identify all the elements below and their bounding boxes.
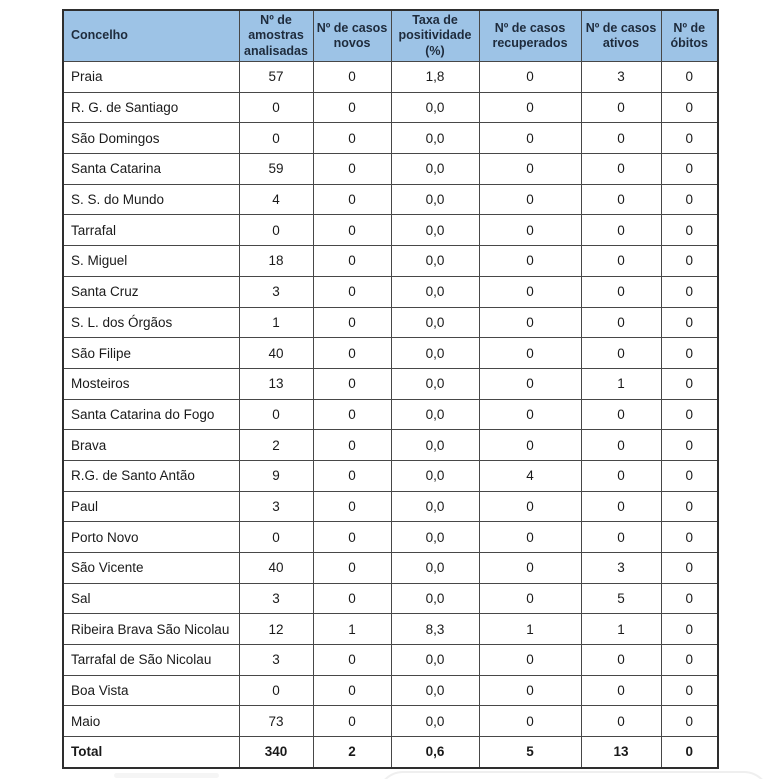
cell-recuperados: 0 <box>479 675 581 706</box>
cell-amostras: 0 <box>239 522 313 553</box>
table-row <box>63 706 718 737</box>
cell-amostras: 0 <box>239 92 313 123</box>
cell-obitos: 0 <box>661 184 718 215</box>
cell-obitos: 0 <box>661 737 718 768</box>
cell-recuperados: 0 <box>479 215 581 246</box>
cell-ativos: 5 <box>581 583 661 614</box>
cell-amostras: 3 <box>239 583 313 614</box>
table-row <box>63 430 718 461</box>
cell-ativos: 0 <box>581 215 661 246</box>
cell-novos: 0 <box>313 123 391 154</box>
cell-obitos: 0 <box>661 675 718 706</box>
cell-concelho: São Vicente <box>63 553 239 584</box>
table-row <box>63 583 718 614</box>
cell-recuperados: 0 <box>479 368 581 399</box>
cell-novos: 0 <box>313 307 391 338</box>
cell-ativos: 0 <box>581 92 661 123</box>
table-row <box>63 614 718 645</box>
cell-recuperados: 0 <box>479 491 581 522</box>
table-row <box>63 522 718 553</box>
cell-ativos: 0 <box>581 399 661 430</box>
cell-ativos: 0 <box>581 645 661 676</box>
cell-recuperados: 0 <box>479 399 581 430</box>
cell-recuperados: 0 <box>479 430 581 461</box>
cell-amostras: 3 <box>239 276 313 307</box>
cell-taxa: 0,0 <box>391 154 479 185</box>
cell-taxa: 0,0 <box>391 706 479 737</box>
covid-concelho-table <box>62 9 717 769</box>
cell-taxa: 0,0 <box>391 583 479 614</box>
table-row <box>63 92 718 123</box>
table-row <box>63 184 718 215</box>
cell-ativos: 1 <box>581 368 661 399</box>
cell-taxa: 0,0 <box>391 522 479 553</box>
cell-taxa: 0,6 <box>391 737 479 768</box>
cell-taxa: 0,0 <box>391 123 479 154</box>
cell-recuperados: 0 <box>479 62 581 93</box>
cell-ativos: 0 <box>581 154 661 185</box>
cell-novos: 0 <box>313 92 391 123</box>
cell-novos: 2 <box>313 737 391 768</box>
cell-taxa: 0,0 <box>391 215 479 246</box>
cell-ativos: 0 <box>581 675 661 706</box>
background-card-edge <box>377 771 768 779</box>
cell-concelho: Maio <box>63 706 239 737</box>
cell-ativos: 0 <box>581 460 661 491</box>
data-table <box>62 9 719 769</box>
cell-recuperados: 0 <box>479 276 581 307</box>
cell-recuperados: 5 <box>479 737 581 768</box>
cell-taxa: 8,3 <box>391 614 479 645</box>
cell-amostras: 18 <box>239 246 313 277</box>
cell-obitos: 0 <box>661 307 718 338</box>
cell-taxa: 0,0 <box>391 184 479 215</box>
table-row <box>63 368 718 399</box>
col-header-casos-recuperados: Nº de casos recuperados <box>479 10 581 62</box>
cell-novos: 0 <box>313 154 391 185</box>
col-header-casos-ativos: Nº de casos ativos <box>581 10 661 62</box>
table-row <box>63 399 718 430</box>
cell-novos: 0 <box>313 706 391 737</box>
cell-ativos: 0 <box>581 430 661 461</box>
cell-amostras: 2 <box>239 430 313 461</box>
cell-taxa: 0,0 <box>391 491 479 522</box>
cell-taxa: 1,8 <box>391 62 479 93</box>
cell-concelho: Brava <box>63 430 239 461</box>
cell-obitos: 0 <box>661 399 718 430</box>
cell-ativos: 0 <box>581 246 661 277</box>
cell-recuperados: 0 <box>479 92 581 123</box>
cell-obitos: 0 <box>661 92 718 123</box>
cell-amostras: 3 <box>239 645 313 676</box>
cell-obitos: 0 <box>661 460 718 491</box>
table-row <box>63 553 718 584</box>
table-row <box>63 645 718 676</box>
table-row <box>63 62 718 93</box>
table-header <box>63 10 718 62</box>
cell-concelho: Boa Vista <box>63 675 239 706</box>
cell-amostras: 0 <box>239 675 313 706</box>
cell-obitos: 0 <box>661 368 718 399</box>
cell-taxa: 0,0 <box>391 276 479 307</box>
cell-concelho: Praia <box>63 62 239 93</box>
cell-obitos: 0 <box>661 706 718 737</box>
cell-concelho: Paul <box>63 491 239 522</box>
cell-novos: 0 <box>313 276 391 307</box>
cell-amostras: 12 <box>239 614 313 645</box>
cell-novos: 0 <box>313 675 391 706</box>
table-row <box>63 276 718 307</box>
cell-amostras: 0 <box>239 215 313 246</box>
cell-concelho: Porto Novo <box>63 522 239 553</box>
col-header-taxa-positividade: Taxa de positividade (%) <box>391 10 479 62</box>
cell-concelho: Total <box>63 737 239 768</box>
cell-taxa: 0,0 <box>391 92 479 123</box>
cell-concelho: Tarrafal de São Nicolau <box>63 645 239 676</box>
cell-obitos: 0 <box>661 215 718 246</box>
cell-amostras: 0 <box>239 399 313 430</box>
cell-recuperados: 0 <box>479 645 581 676</box>
cell-taxa: 0,0 <box>391 246 479 277</box>
cell-taxa: 0,0 <box>391 399 479 430</box>
cell-concelho: S. L. dos Órgãos <box>63 307 239 338</box>
cell-recuperados: 0 <box>479 123 581 154</box>
cell-amostras: 59 <box>239 154 313 185</box>
cell-recuperados: 0 <box>479 583 581 614</box>
cell-novos: 0 <box>313 491 391 522</box>
cell-recuperados: 0 <box>479 706 581 737</box>
cell-obitos: 0 <box>661 430 718 461</box>
cell-recuperados: 4 <box>479 460 581 491</box>
cell-taxa: 0,0 <box>391 460 479 491</box>
table-row <box>63 460 718 491</box>
table-row <box>63 154 718 185</box>
cell-amostras: 4 <box>239 184 313 215</box>
cell-obitos: 0 <box>661 338 718 369</box>
total-row <box>63 737 718 768</box>
cell-obitos: 0 <box>661 553 718 584</box>
cell-obitos: 0 <box>661 522 718 553</box>
table-row <box>63 246 718 277</box>
cell-ativos: 0 <box>581 522 661 553</box>
cell-taxa: 0,0 <box>391 675 479 706</box>
cell-ativos: 0 <box>581 338 661 369</box>
cell-amostras: 340 <box>239 737 313 768</box>
cell-ativos: 0 <box>581 123 661 154</box>
cell-taxa: 0,0 <box>391 307 479 338</box>
cell-ativos: 1 <box>581 614 661 645</box>
cell-ativos: 0 <box>581 491 661 522</box>
table-row <box>63 675 718 706</box>
cell-obitos: 0 <box>661 276 718 307</box>
cell-novos: 1 <box>313 614 391 645</box>
col-header-casos-novos: Nº de casos novos <box>313 10 391 62</box>
cell-novos: 0 <box>313 399 391 430</box>
header-row <box>63 10 718 62</box>
cell-obitos: 0 <box>661 154 718 185</box>
table-row <box>63 307 718 338</box>
cell-novos: 0 <box>313 460 391 491</box>
cell-obitos: 0 <box>661 645 718 676</box>
cell-ativos: 13 <box>581 737 661 768</box>
cell-obitos: 0 <box>661 123 718 154</box>
cell-taxa: 0,0 <box>391 338 479 369</box>
cell-concelho: Ribeira Brava São Nicolau <box>63 614 239 645</box>
col-header-concelho: Concelho <box>63 10 239 62</box>
cell-novos: 0 <box>313 215 391 246</box>
table-row <box>63 338 718 369</box>
col-header-obitos: Nº de óbitos <box>661 10 718 62</box>
cell-obitos: 0 <box>661 491 718 522</box>
cell-novos: 0 <box>313 62 391 93</box>
cell-novos: 0 <box>313 645 391 676</box>
cell-ativos: 0 <box>581 184 661 215</box>
cell-concelho: R. G. de Santiago <box>63 92 239 123</box>
cell-amostras: 40 <box>239 338 313 369</box>
cell-recuperados: 0 <box>479 338 581 369</box>
cell-obitos: 0 <box>661 62 718 93</box>
cell-obitos: 0 <box>661 614 718 645</box>
table-body <box>63 62 718 768</box>
cell-taxa: 0,0 <box>391 645 479 676</box>
cell-ativos: 0 <box>581 276 661 307</box>
cell-recuperados: 0 <box>479 522 581 553</box>
cell-novos: 0 <box>313 368 391 399</box>
cell-recuperados: 0 <box>479 307 581 338</box>
cell-amostras: 3 <box>239 491 313 522</box>
col-header-amostras-analisadas: Nº de amostras analisadas <box>239 10 313 62</box>
cell-concelho: São Domingos <box>63 123 239 154</box>
cell-concelho: Santa Catarina <box>63 154 239 185</box>
cell-concelho: Santa Catarina do Fogo <box>63 399 239 430</box>
cell-ativos: 0 <box>581 307 661 338</box>
cell-concelho: Santa Cruz <box>63 276 239 307</box>
cell-amostras: 73 <box>239 706 313 737</box>
cell-obitos: 0 <box>661 583 718 614</box>
cell-novos: 0 <box>313 522 391 553</box>
cell-ativos: 0 <box>581 706 661 737</box>
cell-taxa: 0,0 <box>391 553 479 584</box>
cell-novos: 0 <box>313 553 391 584</box>
cell-amostras: 40 <box>239 553 313 584</box>
cell-recuperados: 0 <box>479 154 581 185</box>
cell-recuperados: 0 <box>479 246 581 277</box>
cell-amostras: 57 <box>239 62 313 93</box>
cell-concelho: Mosteiros <box>63 368 239 399</box>
table-row <box>63 123 718 154</box>
cell-novos: 0 <box>313 246 391 277</box>
cell-novos: 0 <box>313 583 391 614</box>
cell-recuperados: 0 <box>479 553 581 584</box>
cell-amostras: 1 <box>239 307 313 338</box>
cell-novos: 0 <box>313 338 391 369</box>
cell-novos: 0 <box>313 430 391 461</box>
cell-concelho: Tarrafal <box>63 215 239 246</box>
cell-recuperados: 1 <box>479 614 581 645</box>
cell-novos: 0 <box>313 184 391 215</box>
table-row <box>63 215 718 246</box>
cell-concelho: R.G. de Santo Antão <box>63 460 239 491</box>
faded-text-smudge <box>114 773 219 778</box>
cell-concelho: Sal <box>63 583 239 614</box>
cell-concelho: São Filipe <box>63 338 239 369</box>
cell-concelho: S. Miguel <box>63 246 239 277</box>
cell-amostras: 9 <box>239 460 313 491</box>
cell-recuperados: 0 <box>479 184 581 215</box>
cell-ativos: 3 <box>581 553 661 584</box>
cell-concelho: S. S. do Mundo <box>63 184 239 215</box>
cell-ativos: 3 <box>581 62 661 93</box>
table-row <box>63 491 718 522</box>
cell-taxa: 0,0 <box>391 368 479 399</box>
cell-amostras: 13 <box>239 368 313 399</box>
cell-taxa: 0,0 <box>391 430 479 461</box>
cell-obitos: 0 <box>661 246 718 277</box>
cell-amostras: 0 <box>239 123 313 154</box>
